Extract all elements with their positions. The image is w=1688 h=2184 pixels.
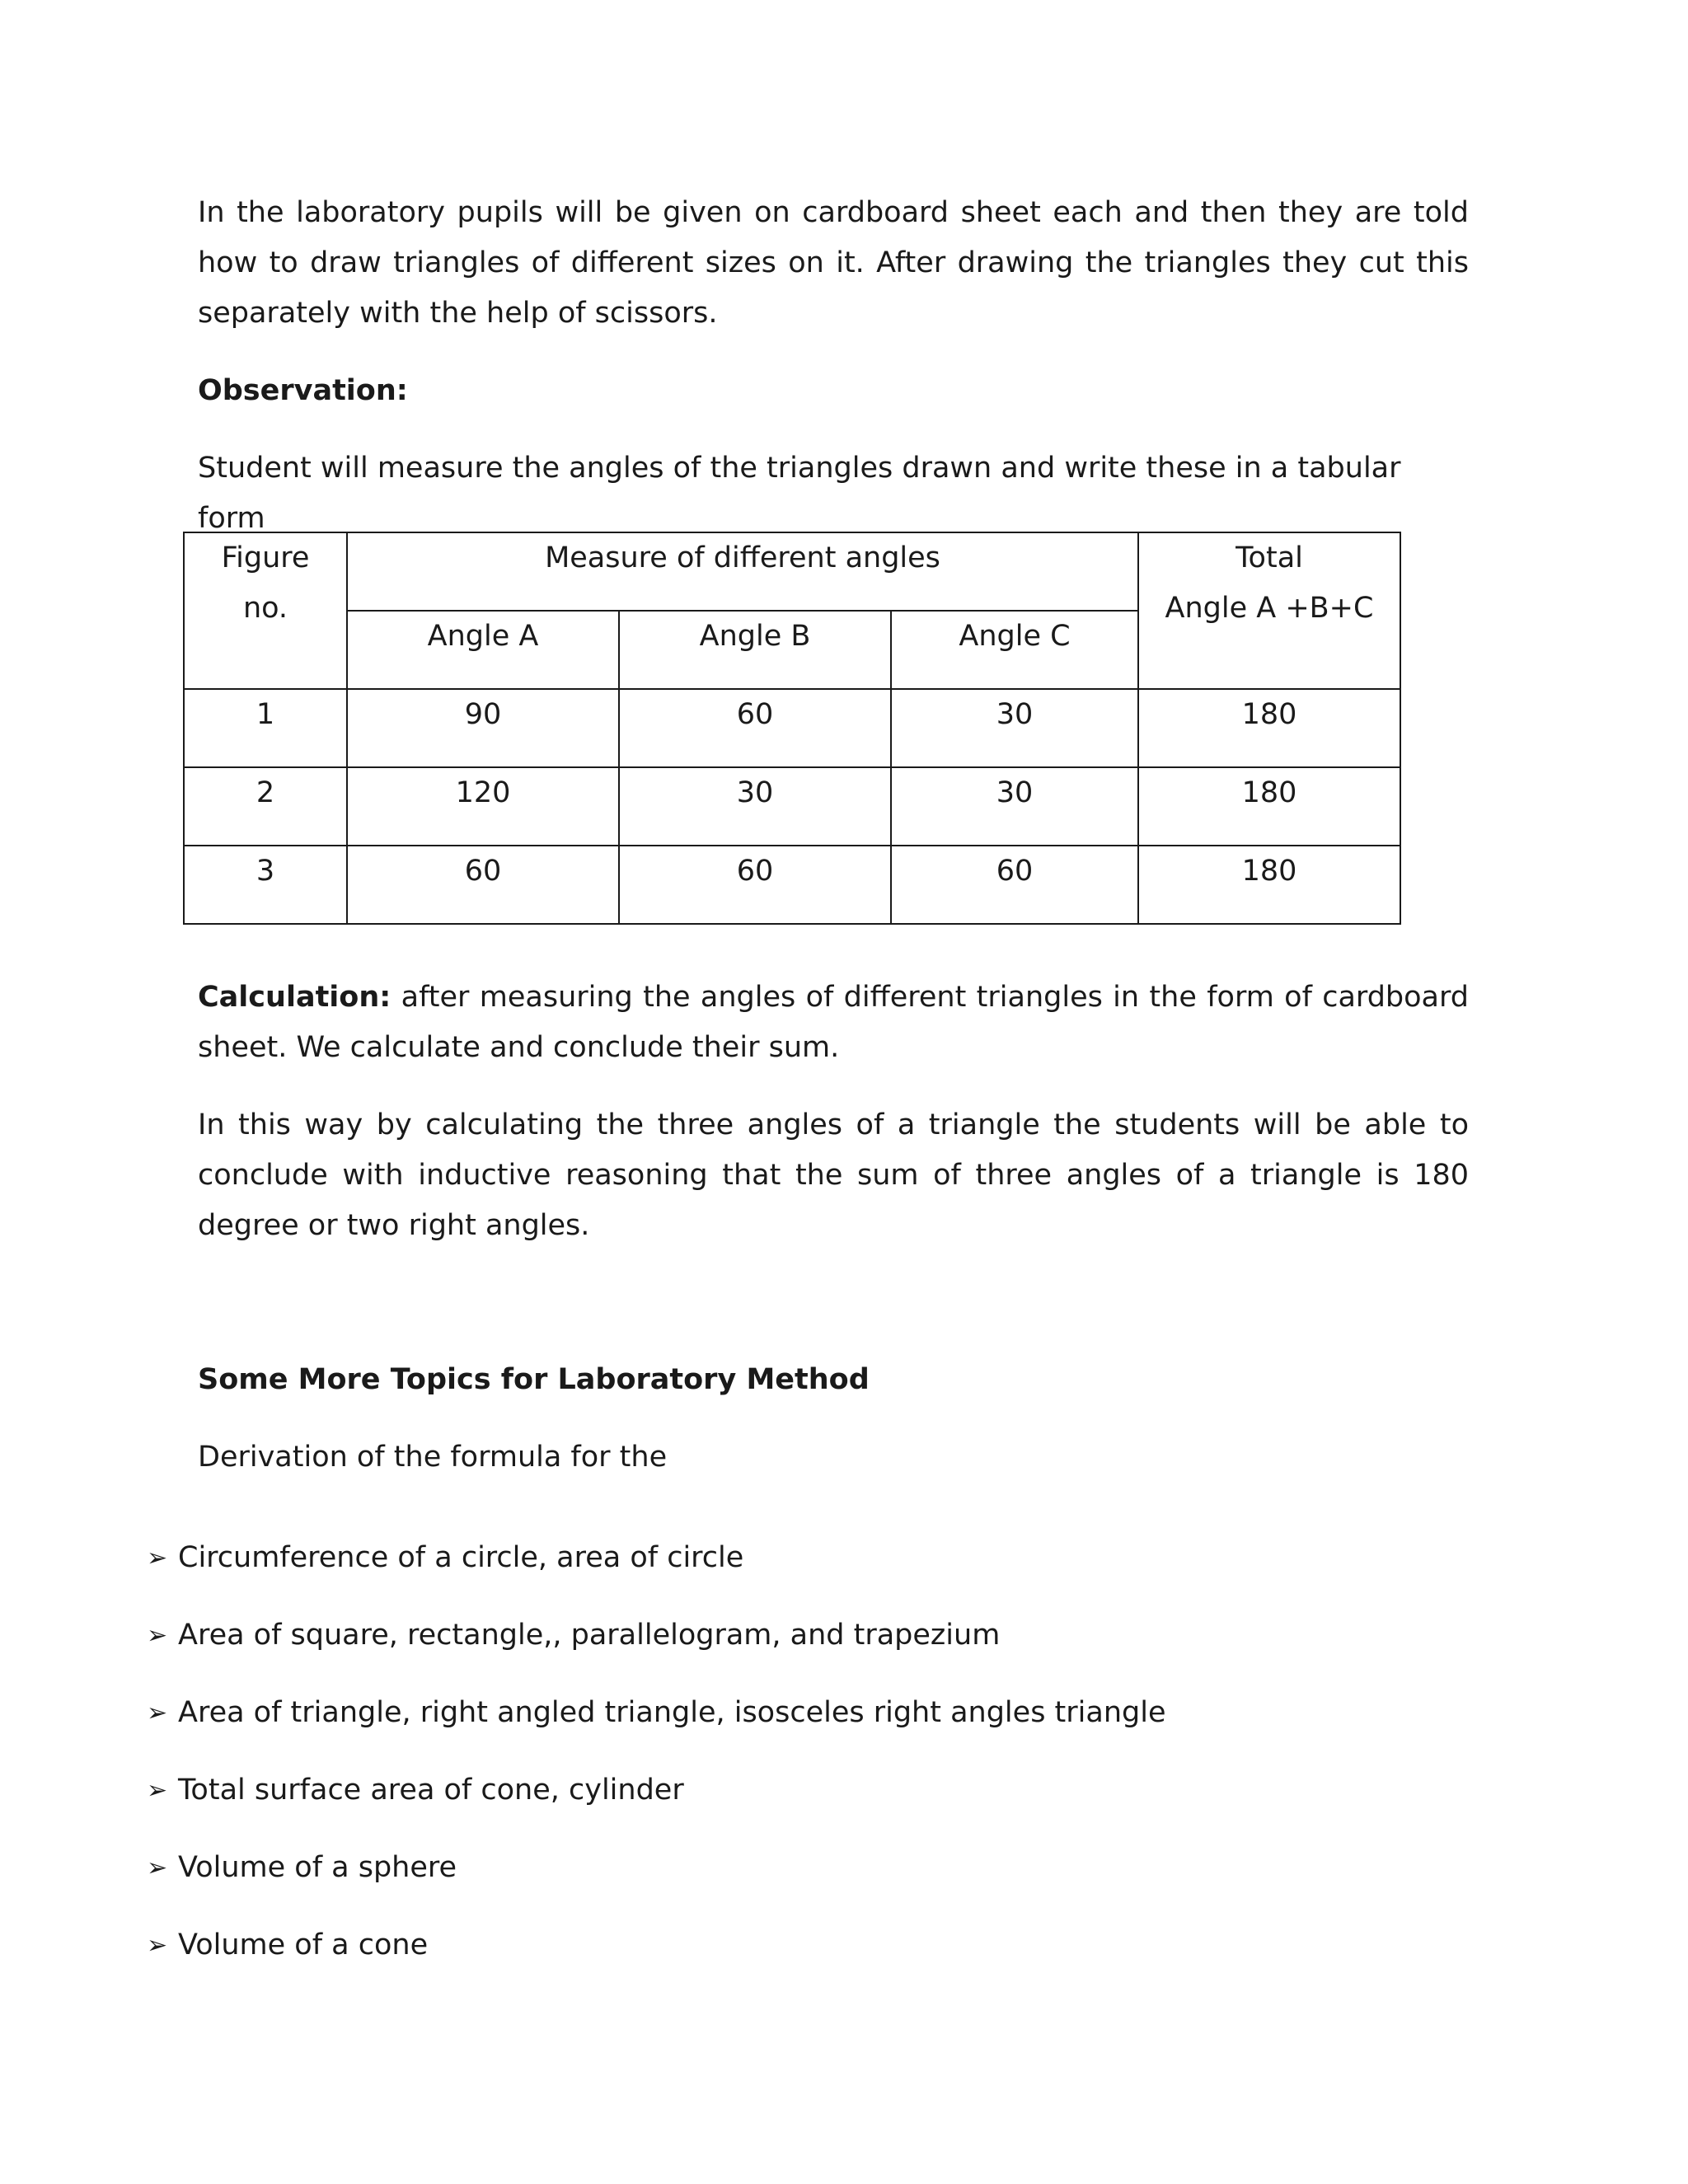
topics-list <box>147 1533 1166 1998</box>
observation-text: Student will measure the angles of the triangles drawn and write these in a tabular form <box>198 452 1401 535</box>
more-topics-intro: Derivation of the formula for the <box>198 1441 668 1474</box>
list-item: ➢ Circumference of a circle, area of circle <box>147 1533 1166 1610</box>
table-cell-total: 180 <box>1138 689 1400 767</box>
list-item: ➢ Area of square, rectangle,, parallelogram, and trapezium <box>147 1610 1166 1688</box>
calculation-text: after measuring the angles of different triangles in the form of cardboard sheet. We calculate and conclude their sum. <box>198 981 1469 1064</box>
table-row <box>184 846 1400 924</box>
calculation-paragraph <box>198 972 1469 1073</box>
observation-heading: Observation: <box>198 374 408 407</box>
table-cell-angle-c: 30 <box>891 689 1138 767</box>
table-header-angle-a: Angle A <box>347 611 619 689</box>
arrow-bullet-icon: ➢ <box>147 1854 168 1882</box>
table-header-angle-c: Angle C <box>891 611 1138 689</box>
table-cell-angle-a: 90 <box>347 689 619 767</box>
table-cell-angle-c: 60 <box>891 846 1138 924</box>
table-cell-total: 180 <box>1138 767 1400 846</box>
table-header-total: Total Angle A +B+C <box>1138 532 1400 689</box>
table-row <box>184 689 1400 767</box>
table-cell-angle-b: 60 <box>619 846 891 924</box>
table-header-group: Measure of different angles <box>347 532 1138 611</box>
list-item: ➢ Volume of a sphere <box>147 1843 1166 1920</box>
table-cell-total: 180 <box>1138 846 1400 924</box>
arrow-bullet-icon: ➢ <box>147 1544 168 1572</box>
table-header-figure: Figure no. <box>184 532 347 689</box>
arrow-bullet-icon: ➢ <box>147 1931 168 1960</box>
more-topics-heading: Some More Topics for Laboratory Method <box>198 1363 870 1396</box>
list-item: ➢ Volume of a cone <box>147 1920 1166 1998</box>
table-cell-figure: 3 <box>184 846 347 924</box>
table-header-angle-b: Angle B <box>619 611 891 689</box>
calculation-label: Calculation: <box>198 981 392 1014</box>
table-cell-figure: 1 <box>184 689 347 767</box>
intro-paragraph: In the laboratory pupils will be given on cardboard sheet each and then they are told how to draw triangles of different sizes on it. After drawing the triangles they cut this separately with the help of scissors. <box>198 196 1469 330</box>
arrow-bullet-icon: ➢ <box>147 1699 168 1727</box>
list-item: ➢ Total surface area of cone, cylinder <box>147 1765 1166 1843</box>
table-cell-angle-a: 120 <box>347 767 619 846</box>
angles-table <box>183 532 1401 925</box>
table-cell-angle-b: 30 <box>619 767 891 846</box>
table-cell-angle-a: 60 <box>347 846 619 924</box>
table-cell-figure: 2 <box>184 767 347 846</box>
arrow-bullet-icon: ➢ <box>147 1621 168 1650</box>
list-item: ➢ Area of triangle, right angled triangle, isosceles right angles triangle <box>147 1688 1166 1765</box>
conclusion-paragraph: In this way by calculating the three angles of a triangle the students will be able to conclude with inductive reasoning that the sum of three angles of a triangle is 180 degree or two right angles. <box>198 1108 1469 1242</box>
arrow-bullet-icon: ➢ <box>147 1776 168 1805</box>
table-cell-angle-c: 30 <box>891 767 1138 846</box>
table-cell-angle-b: 60 <box>619 689 891 767</box>
table-row <box>184 767 1400 846</box>
